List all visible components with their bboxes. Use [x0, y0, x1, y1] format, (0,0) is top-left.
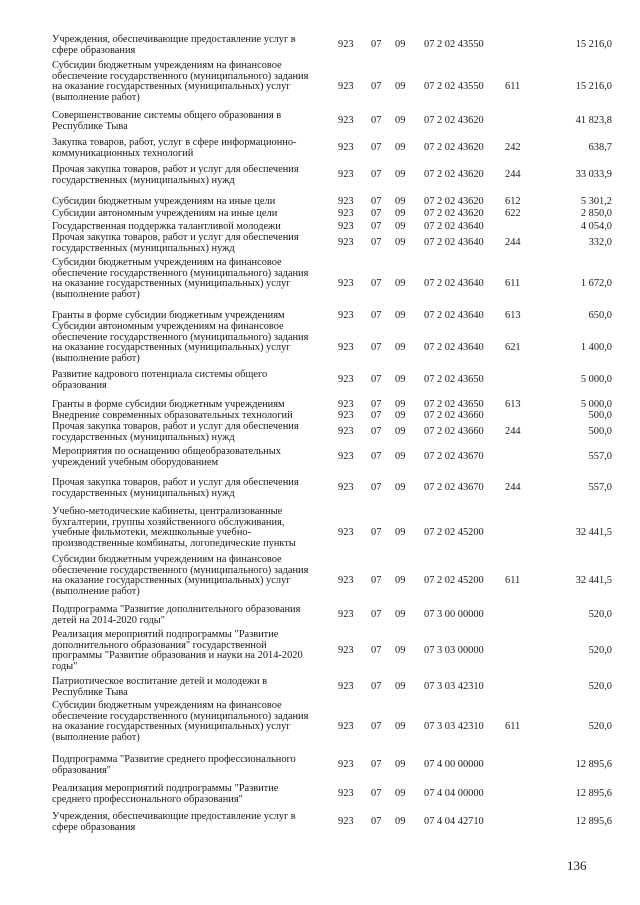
code-csr: 07 2 02 43640: [424, 278, 484, 289]
table-row: [0, 422, 640, 443]
code-pr: 09: [395, 426, 406, 437]
code-pr: 09: [395, 310, 406, 321]
code-csr: 07 2 02 43550: [424, 39, 484, 50]
amount: 32 441,5: [575, 527, 612, 538]
code-rz: 07: [371, 208, 382, 219]
code-rz: 07: [371, 39, 382, 50]
code-csr: 07 3 03 42310: [424, 721, 484, 732]
row-description: Субсидии бюджетным учреждениям на финансовое обеспечение государственного (муниципального) задания на оказание государственных (муниципальных) услуг (выполнение работ): [52, 60, 309, 103]
amount: 32 441,5: [575, 575, 612, 586]
code-grbs: 923: [338, 142, 354, 153]
amount: 2 850,0: [580, 208, 612, 219]
code-rz: 07: [371, 527, 382, 538]
code-vr: 612: [505, 196, 521, 207]
code-grbs: 923: [338, 681, 354, 692]
row-description: Закупка товаров, работ, услуг в сфере информационно-коммуникационных технологий: [52, 137, 297, 159]
code-csr: 07 2 02 43660: [424, 426, 484, 437]
code-pr: 09: [395, 721, 406, 732]
table-row: [0, 555, 640, 608]
code-pr: 09: [395, 575, 406, 586]
code-grbs: 923: [338, 788, 354, 799]
code-grbs: 923: [338, 208, 354, 219]
row-description: Субсидии бюджетным учреждениям на иные цели: [52, 196, 276, 207]
amount: 520,0: [588, 645, 612, 656]
code-rz: 07: [371, 399, 382, 410]
code-pr: 09: [395, 237, 406, 248]
code-rz: 07: [371, 115, 382, 126]
amount: 520,0: [588, 721, 612, 732]
code-rz: 07: [371, 342, 382, 353]
table-row: [0, 209, 640, 220]
amount: 12 895,6: [575, 759, 612, 770]
code-grbs: 923: [338, 721, 354, 732]
amount: 5 000,0: [580, 374, 612, 385]
row-description: Внедрение современных образовательных технологий: [52, 410, 293, 421]
code-grbs: 923: [338, 169, 354, 180]
table-row: [0, 35, 640, 56]
code-csr: 07 2 02 43620: [424, 169, 484, 180]
code-csr: 07 2 02 43670: [424, 482, 484, 493]
code-rz: 07: [371, 142, 382, 153]
code-vr: 244: [505, 426, 521, 437]
code-grbs: 923: [338, 527, 354, 538]
amount: 520,0: [588, 681, 612, 692]
code-pr: 09: [395, 81, 406, 92]
code-rz: 07: [371, 310, 382, 321]
code-csr: 07 2 02 45200: [424, 575, 484, 586]
code-pr: 09: [395, 115, 406, 126]
row-description: Патриотическое воспитание детей и молодежи в Республике Тыва: [52, 676, 268, 698]
amount: 12 895,6: [575, 788, 612, 799]
row-description: Субсидии автономным учреждениям на иные цели: [52, 208, 278, 219]
code-csr: 07 2 02 43650: [424, 374, 484, 385]
amount: 557,0: [588, 482, 612, 493]
row-description: Подпрограмма "Развитие среднего профессионального образования": [52, 754, 296, 776]
code-grbs: 923: [338, 451, 354, 462]
table-row: [0, 197, 640, 208]
code-rz: 07: [371, 196, 382, 207]
amount: 557,0: [588, 451, 612, 462]
code-rz: 07: [371, 81, 382, 92]
code-csr: 07 3 00 00000: [424, 609, 484, 620]
amount: 1 400,0: [580, 342, 612, 353]
code-pr: 09: [395, 759, 406, 770]
code-vr: 244: [505, 169, 521, 180]
code-pr: 09: [395, 196, 406, 207]
table-row: [0, 812, 640, 833]
table-row: [0, 138, 640, 159]
amount: 500,0: [588, 410, 612, 421]
code-pr: 09: [395, 410, 406, 421]
code-pr: 09: [395, 208, 406, 219]
table-row: [0, 701, 640, 754]
table-row: [0, 478, 640, 499]
code-vr: 611: [505, 81, 521, 92]
code-grbs: 923: [338, 374, 354, 385]
code-rz: 07: [371, 816, 382, 827]
code-grbs: 923: [338, 645, 354, 656]
row-description: Подпрограмма "Развитие дополнительного образования детей на 2014-2020 годы": [52, 604, 301, 626]
table-row: [0, 311, 640, 322]
table-row: [0, 61, 640, 114]
code-vr: 613: [505, 310, 521, 321]
page-number: 136: [567, 858, 587, 873]
code-pr: 09: [395, 681, 406, 692]
amount: 15 216,0: [575, 39, 612, 50]
code-pr: 09: [395, 451, 406, 462]
code-grbs: 923: [338, 399, 354, 410]
row-description: Прочая закупка товаров, работ и услуг для обеспечения государственных (муниципальных) нужд: [52, 421, 299, 443]
code-pr: 09: [395, 39, 406, 50]
table-row: [0, 400, 640, 411]
row-description: Субсидии автономным учреждениям на финансовое обеспечение государственного (муниципального) задания на оказание государственных (муниципальных) услуг (выполнение работ): [52, 321, 309, 364]
code-csr: 07 2 02 43550: [424, 81, 484, 92]
amount: 650,0: [588, 310, 612, 321]
amount: 332,0: [588, 237, 612, 248]
amount: 4 054,0: [580, 221, 612, 232]
code-csr: 07 4 04 42710: [424, 816, 484, 827]
row-description: Государственная поддержка талантливой молодежи: [52, 221, 281, 232]
code-vr: 244: [505, 482, 521, 493]
code-csr: 07 2 02 43620: [424, 196, 484, 207]
code-pr: 09: [395, 342, 406, 353]
table-row: [0, 447, 640, 468]
code-pr: 09: [395, 142, 406, 153]
code-grbs: 923: [338, 342, 354, 353]
code-grbs: 923: [338, 759, 354, 770]
row-description: Субсидии бюджетным учреждениям на финансовое обеспечение государственного (муниципального) задания на оказание государственных (муниципальных) услуг (выполнение работ): [52, 257, 309, 300]
code-rz: 07: [371, 482, 382, 493]
row-description: Гранты в форме субсидии бюджетным учреждениям: [52, 399, 285, 410]
code-grbs: 923: [338, 196, 354, 207]
code-rz: 07: [371, 426, 382, 437]
table-row: [0, 165, 640, 186]
code-grbs: 923: [338, 310, 354, 321]
code-grbs: 923: [338, 575, 354, 586]
code-rz: 07: [371, 759, 382, 770]
code-csr: 07 2 02 43620: [424, 208, 484, 219]
row-description: Развитие кадрового потенциала системы общего образования: [52, 369, 268, 391]
code-csr: 07 2 02 43620: [424, 115, 484, 126]
amount: 500,0: [588, 426, 612, 437]
code-rz: 07: [371, 645, 382, 656]
code-rz: 07: [371, 221, 382, 232]
row-description: Гранты в форме субсидии бюджетным учреждениям: [52, 310, 285, 321]
row-description: Прочая закупка товаров, работ и услуг для обеспечения государственных (муниципальных) нужд: [52, 232, 299, 254]
table-row: [0, 411, 640, 422]
code-grbs: 923: [338, 237, 354, 248]
code-vr: 611: [505, 575, 521, 586]
table-row: [0, 630, 640, 672]
code-vr: 613: [505, 399, 521, 410]
code-csr: 07 4 04 00000: [424, 788, 484, 799]
code-pr: 09: [395, 374, 406, 385]
amount: 33 033,9: [575, 169, 612, 180]
code-rz: 07: [371, 451, 382, 462]
amount: 5 301,2: [580, 196, 612, 207]
code-vr: 611: [505, 278, 521, 289]
code-vr: 242: [505, 142, 521, 153]
table-row: [0, 233, 640, 254]
code-grbs: 923: [338, 278, 354, 289]
code-grbs: 923: [338, 39, 354, 50]
code-csr: 07 2 02 43660: [424, 410, 484, 421]
code-csr: 07 2 02 43670: [424, 451, 484, 462]
amount: 15 216,0: [575, 81, 612, 92]
code-grbs: 923: [338, 410, 354, 421]
amount: 638,7: [588, 142, 612, 153]
row-description: Учреждения, обеспечивающие предоставление услуг в сфере образования: [52, 34, 296, 56]
code-grbs: 923: [338, 221, 354, 232]
code-pr: 09: [395, 645, 406, 656]
code-csr: 07 2 02 43640: [424, 310, 484, 321]
code-pr: 09: [395, 169, 406, 180]
code-csr: 07 2 02 43640: [424, 342, 484, 353]
table-row: [0, 370, 640, 391]
table-row: [0, 222, 640, 233]
table-row: [0, 322, 640, 375]
table-row: [0, 755, 640, 776]
code-csr: 07 3 03 42310: [424, 681, 484, 692]
row-description: Прочая закупка товаров, работ и услуг для обеспечения государственных (муниципальных) нужд: [52, 164, 299, 186]
row-description: Субсидии бюджетным учреждениям на финансовое обеспечение государственного (муниципального) задания на оказание государственных (муниципальных) услуг (выполнение работ): [52, 554, 309, 597]
code-rz: 07: [371, 237, 382, 248]
table-row: [0, 677, 640, 698]
code-pr: 09: [395, 278, 406, 289]
code-grbs: 923: [338, 816, 354, 827]
code-grbs: 923: [338, 482, 354, 493]
code-csr: 07 4 00 00000: [424, 759, 484, 770]
row-description: Совершенствование системы общего образования в Республике Тыва: [52, 110, 282, 132]
code-rz: 07: [371, 575, 382, 586]
code-rz: 07: [371, 788, 382, 799]
amount: 5 000,0: [580, 399, 612, 410]
row-description: Мероприятия по оснащению общеобразовательных учреждений учебным оборудованием: [52, 446, 281, 468]
code-pr: 09: [395, 221, 406, 232]
code-csr: 07 2 02 43650: [424, 399, 484, 410]
amount: 520,0: [588, 609, 612, 620]
code-pr: 09: [395, 399, 406, 410]
row-description: Реализация мероприятий подпрограммы "Развитие среднего профессионального образования": [52, 783, 279, 805]
row-description: Учебно-методические кабинеты, централизованные бухгалтерии, группы хозяйственного обслуживания, учебные фильмотеки, межшкольные учебно-производственные комбинаты, логопедические пункты: [52, 506, 296, 549]
code-csr: 07 3 03 00000: [424, 645, 484, 656]
code-vr: 244: [505, 237, 521, 248]
code-csr: 07 2 02 43620: [424, 142, 484, 153]
row-description: Прочая закупка товаров, работ и услуг для обеспечения государственных (муниципальных) нужд: [52, 477, 299, 499]
table-row: [0, 258, 640, 311]
amount: 41 823,8: [575, 115, 612, 126]
code-vr: 611: [505, 721, 521, 732]
row-description: Субсидии бюджетным учреждениям на финансовое обеспечение государственного (муниципального) задания на оказание государственных (муниципальных) услуг (выполнение работ): [52, 700, 309, 743]
code-pr: 09: [395, 816, 406, 827]
code-rz: 07: [371, 278, 382, 289]
code-grbs: 923: [338, 81, 354, 92]
table-row: [0, 784, 640, 805]
code-rz: 07: [371, 681, 382, 692]
code-vr: 621: [505, 342, 521, 353]
code-vr: 622: [505, 208, 521, 219]
code-rz: 07: [371, 374, 382, 385]
row-description: Реализация мероприятий подпрограммы "Развитие дополнительного образования" государственной программы "Развитие образования и науки на 2014-2020 годы": [52, 629, 303, 672]
code-rz: 07: [371, 721, 382, 732]
code-csr: 07 2 02 43640: [424, 237, 484, 248]
code-pr: 09: [395, 527, 406, 538]
code-pr: 09: [395, 482, 406, 493]
table-row: [0, 605, 640, 626]
amount: 1 672,0: [580, 278, 612, 289]
code-rz: 07: [371, 169, 382, 180]
code-grbs: 923: [338, 115, 354, 126]
code-grbs: 923: [338, 426, 354, 437]
code-rz: 07: [371, 609, 382, 620]
code-csr: 07 2 02 45200: [424, 527, 484, 538]
row-description: Учреждения, обеспечивающие предоставление услуг в сфере образования: [52, 811, 296, 833]
table-row: [0, 507, 640, 560]
code-csr: 07 2 02 43640: [424, 221, 484, 232]
code-rz: 07: [371, 410, 382, 421]
code-pr: 09: [395, 609, 406, 620]
table-row: [0, 111, 640, 132]
code-pr: 09: [395, 788, 406, 799]
code-grbs: 923: [338, 609, 354, 620]
amount: 12 895,6: [575, 816, 612, 827]
